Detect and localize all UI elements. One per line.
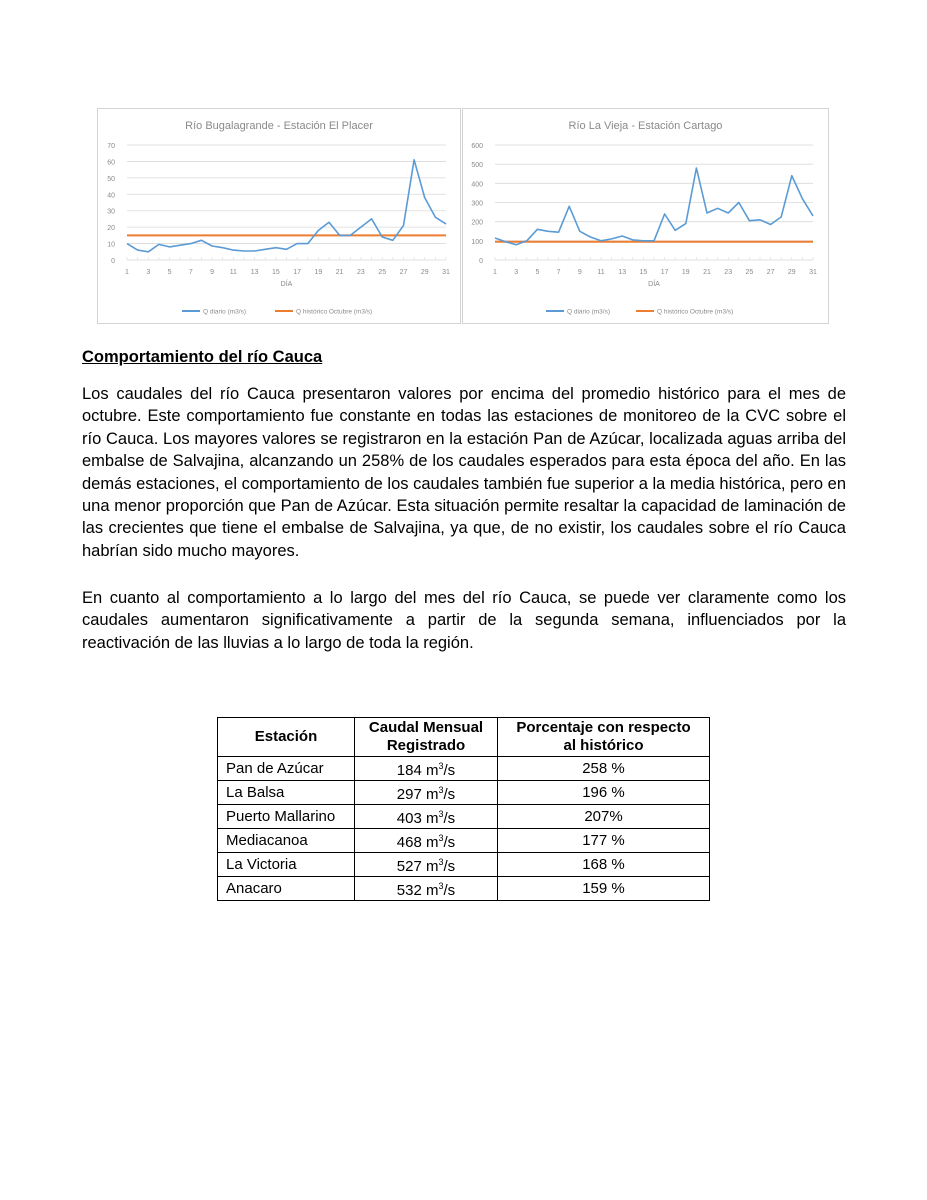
legend-label: Q diario (m3/s) (567, 308, 610, 316)
y-tick-label: 30 (107, 208, 115, 216)
y-tick-label: 60 (107, 159, 115, 167)
x-tick-label: 21 (335, 269, 344, 276)
x-tick-label: 31 (442, 269, 450, 276)
chart-title: Río La Vieja - Estación Cartago (568, 120, 723, 132)
stations-table (217, 717, 710, 901)
header-pct-line1: Porcentaje con respecto (516, 719, 691, 736)
flow-unit-suffix: /s (443, 834, 456, 851)
flow-value: 468 (396, 834, 422, 851)
flow-value: 527 (396, 858, 422, 875)
table-header-row (218, 718, 710, 757)
station-name: La Balsa (218, 781, 355, 805)
header-flow-line1: Caudal Mensual (368, 719, 484, 736)
x-tick-label: 5 (535, 269, 540, 276)
x-axis-label: DÍA (648, 281, 660, 288)
table-row (218, 853, 710, 877)
paragraph-2: En cuanto al comportamiento a lo largo del mes del río Cauca, se puede ver claramente como los caudales aumentaron significativamente a partir de la segunda semana, influenciados por la reactivación de las lluvias a lo largo de toda la región. (82, 589, 846, 652)
flow-unit-suffix: /s (443, 762, 456, 779)
flow-unit-exponent: 3 (438, 809, 444, 819)
x-tick-label: 7 (556, 269, 561, 276)
x-tick-label: 27 (399, 269, 408, 276)
flow-unit-group (426, 834, 455, 851)
flow-unit-exponent: 3 (438, 857, 444, 867)
y-tick-label: 70 (107, 143, 115, 150)
x-tick-label: 15 (639, 269, 648, 276)
station-name: Pan de Azúcar (218, 757, 355, 781)
chart-la-vieja (462, 108, 829, 324)
y-tick-label: 20 (107, 225, 115, 233)
flow-unit: m (426, 762, 439, 779)
flow-unit-group (426, 882, 455, 899)
flow-unit-suffix: /s (443, 858, 456, 875)
x-tick-label: 13 (618, 269, 627, 276)
flow-value: 403 (396, 810, 422, 827)
x-tick-label: 29 (787, 269, 796, 276)
flow-unit-suffix: /s (443, 786, 456, 803)
x-tick-label: 3 (146, 269, 151, 276)
legend-label: Q diario (m3/s) (203, 308, 246, 316)
y-tick-label: 400 (471, 181, 483, 189)
y-tick-label: 300 (471, 200, 483, 208)
x-tick-label: 19 (681, 269, 690, 276)
header-percentage (498, 718, 710, 757)
flow-unit-exponent: 3 (438, 761, 444, 771)
y-tick-label: 500 (471, 162, 483, 170)
station-percentage: 168 % (498, 853, 710, 877)
station-percentage: 196 % (498, 781, 710, 805)
header-pct-line2: al histórico (563, 737, 644, 754)
flow-unit: m (426, 810, 439, 827)
x-tick-label: 25 (745, 269, 754, 276)
station-name: La Victoria (218, 853, 355, 877)
flow-unit-suffix: /s (443, 810, 456, 827)
table-row (218, 781, 710, 805)
header-station: Estación (218, 718, 355, 757)
x-tick-label: 19 (314, 269, 323, 276)
x-tick-label: 23 (357, 269, 365, 276)
header-flow (355, 718, 498, 757)
table-row (218, 829, 710, 853)
x-tick-label: 9 (210, 269, 215, 276)
x-tick-label: 7 (188, 269, 193, 276)
station-percentage: 258 % (498, 757, 710, 781)
station-flow (355, 805, 498, 829)
legend-label: Q histórico Octubre (m3/s) (296, 308, 373, 316)
x-tick-label: 5 (167, 269, 172, 276)
chart-svg (98, 109, 460, 323)
station-name: Puerto Mallarino (218, 805, 355, 829)
table-body (218, 757, 710, 901)
flow-unit-group (426, 786, 455, 803)
chart-svg (463, 109, 828, 323)
flow-value: 184 (396, 762, 422, 779)
station-percentage: 177 % (498, 829, 710, 853)
x-tick-label: 25 (378, 269, 387, 276)
x-tick-label: 1 (493, 269, 497, 276)
table-row (218, 877, 710, 901)
x-axis-label: DÍA (280, 281, 293, 288)
x-tick-label: 17 (660, 269, 669, 276)
header-flow-line2: Registrado (386, 737, 466, 754)
y-tick-label: 100 (471, 238, 483, 246)
x-tick-label: 21 (703, 269, 711, 276)
y-tick-label: 200 (471, 219, 483, 227)
x-tick-label: 29 (420, 269, 429, 276)
x-tick-label: 13 (250, 269, 259, 276)
station-flow (355, 877, 498, 901)
y-tick-label: 600 (471, 143, 483, 150)
x-tick-label: 11 (597, 269, 605, 276)
flow-unit-exponent: 3 (438, 785, 444, 795)
section-heading: Comportamiento del río Cauca (82, 348, 323, 366)
flow-unit-suffix: /s (443, 882, 456, 899)
flow-value: 297 (396, 786, 422, 803)
flow-unit-group (426, 858, 455, 875)
table-row (218, 757, 710, 781)
y-tick-label: 0 (479, 258, 483, 265)
y-tick-label: 50 (107, 175, 115, 183)
x-tick-label: 31 (809, 269, 817, 276)
chart-title: Río Bugalagrande - Estación El Placer (185, 120, 373, 132)
chart-bugalagrande (97, 108, 461, 324)
y-tick-label: 10 (107, 241, 115, 249)
flow-unit-group (426, 810, 455, 827)
x-tick-label: 23 (724, 269, 733, 276)
flow-unit: m (426, 786, 439, 803)
x-tick-label: 1 (125, 269, 129, 276)
flow-unit: m (426, 834, 439, 851)
station-name: Anacaro (218, 877, 355, 901)
legend-label: Q histórico Octubre (m3/s) (657, 308, 734, 316)
series-line-daily (495, 168, 813, 245)
x-tick-label: 15 (271, 269, 280, 276)
charts-figure (97, 108, 829, 324)
station-name: Mediacanoa (218, 829, 355, 853)
x-tick-label: 11 (229, 269, 237, 276)
flow-unit: m (426, 882, 439, 899)
x-tick-label: 9 (577, 269, 582, 276)
flow-unit-exponent: 3 (438, 833, 444, 843)
flow-unit-exponent: 3 (438, 881, 444, 891)
table-row (218, 805, 710, 829)
station-flow (355, 757, 498, 781)
flow-unit-group (426, 762, 455, 779)
x-tick-label: 3 (514, 269, 519, 276)
station-percentage: 159 % (498, 877, 710, 901)
y-tick-label: 40 (107, 192, 115, 200)
paragraph-1: Los caudales del río Cauca presentaron valores por encima del promedio histórico para el mes de octubre. Este comportamiento fue constante en todas las estaciones de monitoreo de la CVC sobre el río Cauca. Los mayores valores se registraron en la estación Pan de Azúcar, localizada aguas arriba del embalse de Salvajina, alcanzando un 258% de los caudales esperados para esta época del año. En las demás estaciones, el comportamiento de los caudales también fue superior a la media histórica, pero en una menor proporción que Pan de Azúcar. Esta situación permite resaltar la capacidad de laminación de las crecientes que tiene el embalse de Salvajina, ya que, de no existir, los caudales sobre el río Cauca habrían sido mucho mayores. (82, 385, 847, 560)
station-percentage: 207% (498, 805, 710, 829)
x-tick-label: 17 (293, 269, 302, 276)
series-line-daily (127, 160, 446, 252)
x-tick-label: 27 (766, 269, 775, 276)
station-flow (355, 829, 498, 853)
flow-value: 532 (396, 882, 422, 899)
flow-unit: m (426, 858, 439, 875)
y-tick-label: 0 (111, 258, 115, 265)
station-flow (355, 781, 498, 805)
station-flow (355, 853, 498, 877)
